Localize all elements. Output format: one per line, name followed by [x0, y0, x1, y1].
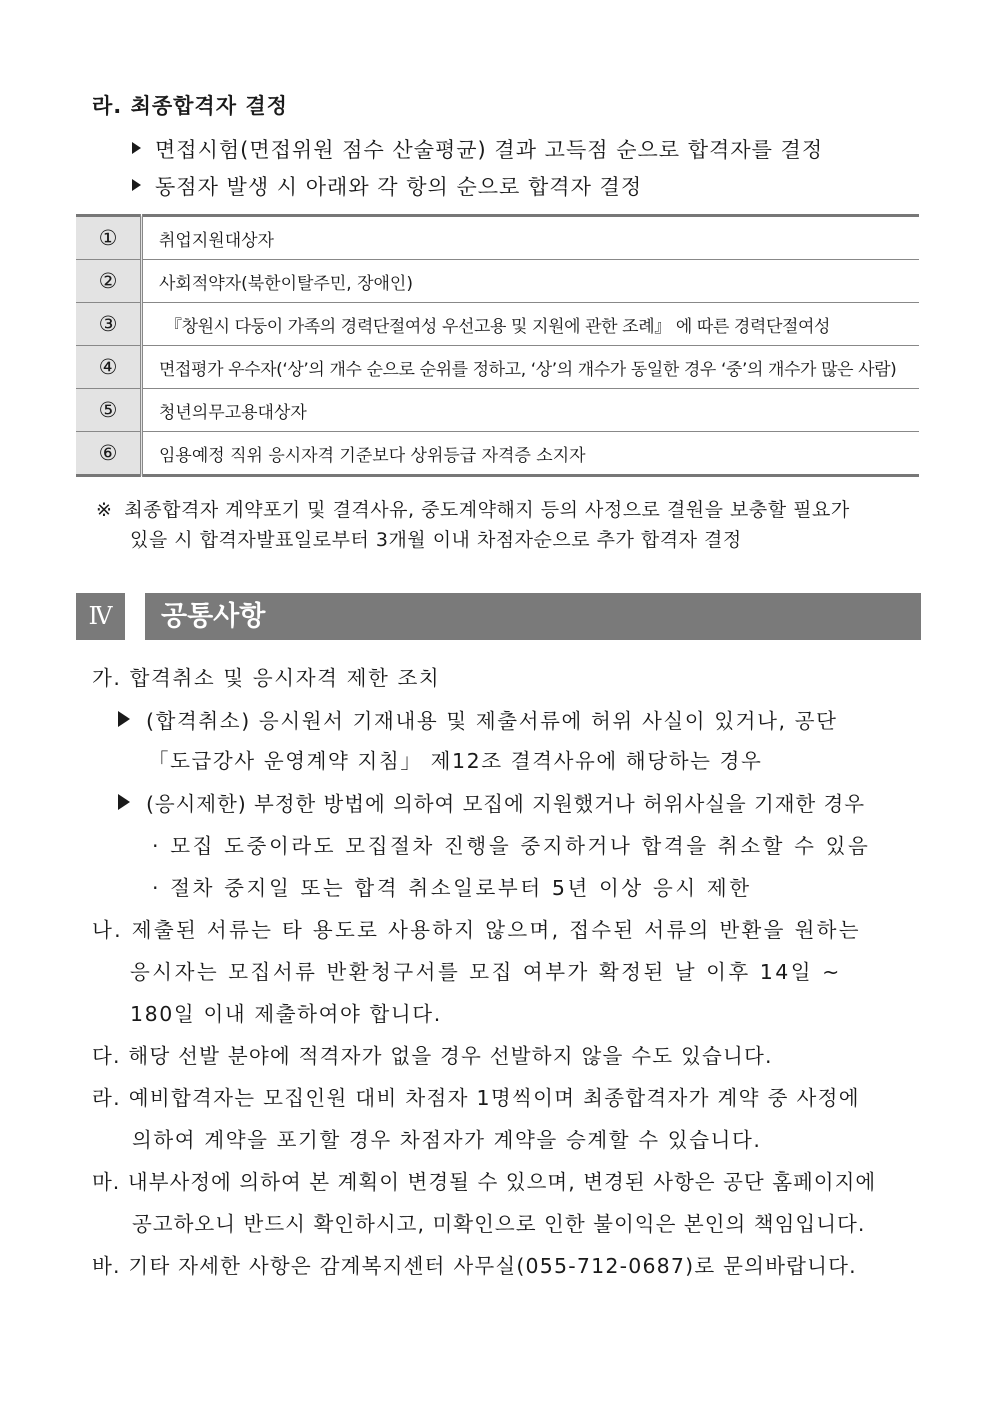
triangle-bullet-icon: [118, 711, 130, 727]
note-line: 있을 시 합격자발표일로부터 3개월 이내 차점자순으로 추가 합격자 결정: [130, 529, 742, 551]
priority-text: 취업지원대상자: [142, 216, 920, 260]
item-ra: 라. 예비합격자는 모집인원 대비 차점자 1명씩이며 최종합격자가 계약 중 사정에: [92, 1086, 860, 1110]
tie-break-priority-table: [76, 214, 919, 477]
priority-number: ①: [76, 216, 142, 260]
priority-number: ③: [76, 303, 142, 346]
bullet-text-continued: 「도급강사 운영계약 지침」 제12조 결격사유에 해당하는 경우: [148, 749, 763, 773]
priority-number: ④: [76, 346, 142, 389]
table-row: [76, 389, 919, 432]
bullet-item: [132, 134, 823, 164]
item-ma-continued: 공고하오니 반드시 확인하시고, 미확인으로 인한 불이익은 본인의 책임입니다.: [132, 1212, 866, 1236]
bullet-text: 동점자 발생 시 아래와 각 항의 순으로 합격자 결정: [155, 175, 643, 199]
reference-mark-icon: ※: [96, 499, 113, 521]
item-ma: 마. 내부사정에 의하여 본 계획이 변경될 수 있으며, 변경된 사항은 공단 홈페이지에: [92, 1170, 877, 1194]
bullet-item: [132, 171, 642, 201]
item-ra-continued: 의하여 계약을 포기할 경우 차점자가 계약을 승계할 수 있습니다.: [132, 1128, 762, 1152]
bullet-text: (응시제한) 부정한 방법에 의하여 모집에 지원했거나 허위사실을 기재한 경우: [146, 792, 865, 816]
priority-text: 임용예정 직위 응시자격 기준보다 상위등급 자격증 소지자: [142, 432, 920, 476]
priority-text: 『창원시 다둥이 가족의 경력단절여성 우선고용 및 지원에 관한 조례』 에 따른 경력단절여성: [142, 303, 920, 346]
table-row: [76, 432, 919, 476]
note-text: 최종합격자 계약포기 및 결격사유, 중도계약해지 등의 사정으로 결원을 보충할 필요가: [124, 499, 850, 521]
sub-item: · 모집 도중이라도 모집절차 진행을 중지하거나 합격을 취소할 수 있음: [152, 834, 871, 858]
triangle-bullet-icon: [118, 794, 130, 810]
item-na: 나. 제출된 서류는 타 용도로 사용하지 않으며, 접수된 서류의 반환을 원하는: [92, 918, 861, 942]
table-row: [76, 216, 919, 260]
sub-item: · 절차 중지일 또는 합격 취소일로부터 5년 이상 응시 제한: [152, 876, 752, 900]
item-na-continued: 180일 이내 제출하여야 합니다.: [130, 1002, 442, 1026]
triangle-bullet-icon: [132, 142, 141, 154]
item-na-continued: 응시자는 모집서류 반환청구서를 모집 여부가 확정된 날 이후 14일 ~: [130, 960, 842, 984]
section-number: Ⅳ: [76, 593, 125, 640]
bullet-item: [118, 704, 838, 734]
table-row: [76, 346, 919, 389]
section-title: 공통사항: [145, 593, 921, 640]
priority-number: ⑤: [76, 389, 142, 432]
note-line: [96, 495, 850, 522]
table-row: [76, 303, 919, 346]
priority-number: ②: [76, 260, 142, 303]
bullet-item: [118, 787, 865, 817]
priority-text: 사회적약자(북한이탈주민, 장애인): [142, 260, 920, 303]
item-da: 다. 해당 선발 분야에 적격자가 없을 경우 선발하지 않을 수도 있습니다.: [92, 1044, 773, 1068]
triangle-bullet-icon: [132, 179, 141, 191]
priority-number: ⑥: [76, 432, 142, 476]
priority-text: 청년의무고용대상자: [142, 389, 920, 432]
table-row: [76, 260, 919, 303]
bullet-text: 면접시험(면접위원 점수 산술평균) 결과 고득점 순으로 합격자를 결정: [155, 138, 824, 162]
priority-text: 면접평가 우수자(‘상’의 개수 순으로 순위를 정하고, ‘상’의 개수가 동일한 경우 ‘중’의 개수가 많은 사람): [142, 346, 920, 389]
item-ba: 바. 기타 자세한 사항은 감계복지센터 사무실(055-712-0687)로 문의바랍니다.: [92, 1254, 857, 1278]
bullet-text: (합격취소) 응시원서 기재내용 및 제출서류에 허위 사실이 있거나, 공단: [146, 709, 838, 733]
section-heading-final-selection: 라. 최종합격자 결정: [92, 94, 288, 118]
item-ga: 가. 합격취소 및 응시자격 제한 조치: [92, 666, 441, 690]
